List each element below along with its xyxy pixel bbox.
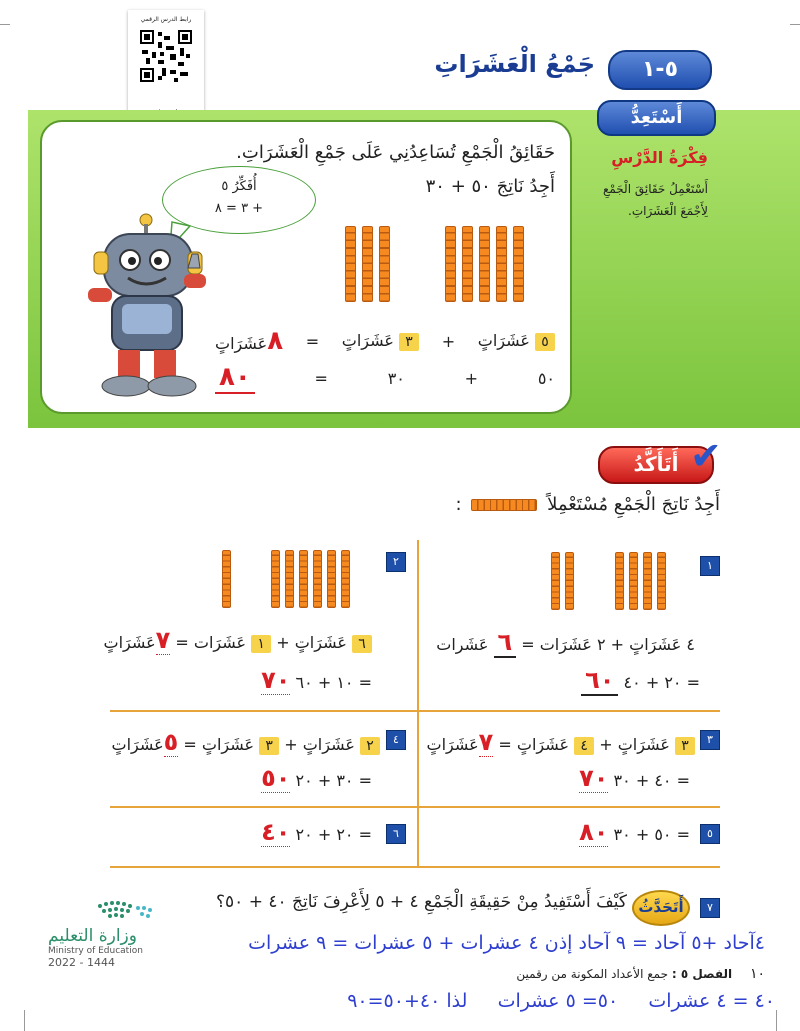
question-number-7: ٧ <box>700 898 720 918</box>
crop-mark <box>776 1010 777 1031</box>
tens-rod <box>271 550 280 608</box>
lesson-idea-text: أَسْتَعْمِلُ حَقَائِقَ الْجَمْعِ لِأَجْمَعَ الْعَشَرَاتِ. <box>602 182 708 218</box>
q2-sum-line: = ١٠ + ٦٠ ٧٠ <box>261 666 372 694</box>
tens-rod <box>341 550 350 608</box>
tens-rod <box>551 552 560 610</box>
robot-mascot-icon <box>88 212 216 398</box>
tens-rod <box>327 550 336 608</box>
tens-rod <box>222 550 231 608</box>
qr-card[interactable] <box>128 10 204 122</box>
tens-rod <box>565 552 574 610</box>
tens-rod <box>345 226 356 302</box>
tens-rod-icon <box>471 499 537 511</box>
tens-rod <box>513 226 524 302</box>
check-tab: أَتَأَكَّدُ <box>598 446 714 484</box>
tens-blocks-60 <box>271 550 350 608</box>
ministry-logo: وزارة التعليم Ministry of Education 2022 - 1444 <box>48 926 143 969</box>
tens-rod <box>643 552 652 610</box>
tens-rod <box>313 550 322 608</box>
grid-divider <box>110 806 720 808</box>
page-footer <box>380 966 765 982</box>
tens-rod <box>479 226 490 302</box>
q1-tens-line: ٤ عَشَرَاتٍ + ٢ عَشَرَات = ٦ عَشَرات <box>436 628 695 656</box>
tens-rod <box>285 550 294 608</box>
ministry-logo-icon <box>96 896 168 930</box>
chapter-label: الفصل ٥ : <box>671 967 733 981</box>
question-number-3: ٣ <box>700 730 720 750</box>
question-number-4: ٤ <box>386 730 406 750</box>
tens-blocks-50 <box>445 226 524 302</box>
chapter-title: جمع الأعداد المكونة من رقمين <box>516 967 669 981</box>
lesson-number-badge: ٥-١ <box>608 50 712 90</box>
crop-mark <box>0 24 10 25</box>
tens-rod <box>657 552 666 610</box>
q4-tens-line: ٢ عَشَرَاتٍ + ٣ عَشَرَاتٍ = ٥عَشَرَاتٍ <box>100 728 380 756</box>
q2-tens-line: ٦ عَشَرَاتٍ + ١ عَشَرَات = ٧عَشَرَاتٍ <box>100 626 372 654</box>
q5-sum-line: = ٥٠ + ٣٠ ٨٠ <box>579 818 690 846</box>
check-instruction: أَجِدُ نَاتِجَ الْجَمْعِ مُسْتَعْمِلاً : <box>455 494 720 515</box>
grid-divider <box>110 866 720 868</box>
find-sum-text: أَجِدُ نَاتِجَ ٥٠ + ٣٠ <box>425 176 555 197</box>
talk-question: كَيْفَ أَسْتَفِيدُ مِنْ حَقِيقَةِ الْجَمْعِ ٤ + ٥ لِأَعْرِفَ نَاتِجَ ٤٠ + ٥٠؟ <box>216 892 627 912</box>
tens-equation-row: ٥ عَشَرَاتٍ + ٣ عَشَرَاتٍ = ٨عَشَرَاتٍ <box>215 326 555 356</box>
checkmark-icon: ✔ <box>690 434 722 478</box>
tens-blocks-20 <box>551 552 574 610</box>
ready-tab: أَسْتَعِدُّ <box>597 100 716 136</box>
tens-rod <box>496 226 507 302</box>
tens-rod <box>362 226 373 302</box>
crop-mark <box>790 24 800 25</box>
sum-equation-row: ٥٠ + ٣٠ = ٨٠ <box>215 362 555 394</box>
grid-divider <box>417 540 419 866</box>
handwritten-answer-1: ٤آحاد +٥ آحاد = ٩ آحاد إذن ٤ عشرات + ٥ عشرات = ٩ عشرات <box>248 932 765 954</box>
tens-rod <box>379 226 390 302</box>
grid-divider <box>110 710 720 712</box>
tens-rod <box>299 550 308 608</box>
crop-mark <box>24 1010 25 1031</box>
qr-code-icon <box>140 30 192 82</box>
lesson-title: جَمْعُ الْعَشَرَاتِ <box>434 50 595 78</box>
qr-label: رابط الدرس الرقمي <box>140 16 192 23</box>
q1-sum-line: = ٢٠ + ٤٠ ٦٠ <box>540 666 700 694</box>
question-number-5: ٥ <box>700 824 720 844</box>
q3-tens-line: ٣ عَشَرَاتٍ + ٤ عَشَرَاتٍ = ٧عَشَرَاتٍ <box>420 728 695 756</box>
q3-sum-line: = ٤٠ + ٣٠ ٧٠ <box>579 764 690 792</box>
tens-rod <box>462 226 473 302</box>
question-number-1: ١ <box>700 556 720 576</box>
tens-blocks-30 <box>345 226 390 302</box>
handwritten-answer-2: ٤٠ = ٤ عشرات ٥٠= ٥ عشرات لذا ٤٠+٥٠=٩٠ <box>347 990 775 1012</box>
lesson-idea-title: فِكْرَةُ الدَّرْسِ <box>611 148 708 167</box>
tens-blocks-40 <box>615 552 666 610</box>
thought-bubble: أُفَكِّرُ ٥ + ٣ = ٨ <box>162 166 316 234</box>
page-number: ١٠ <box>749 966 765 982</box>
tens-rod <box>629 552 638 610</box>
talk-badge: أَتَحَدَّثُ <box>632 890 690 926</box>
tens-rod <box>615 552 624 610</box>
question-number-6: ٦ <box>386 824 406 844</box>
question-number-2: ٢ <box>386 552 406 572</box>
q6-sum-line: = ٢٠ + ٢٠ ٤٠ <box>261 818 372 846</box>
tens-blocks-10 <box>222 550 231 608</box>
q4-sum-line: = ٣٠ + ٢٠ ٥٠ <box>261 764 372 792</box>
addition-fact-text: حَقَائِقُ الْجَمْعِ تُسَاعِدُنِي عَلَى جَمْعِ الْعَشَرَاتِ. <box>236 142 555 163</box>
tens-rod <box>445 226 456 302</box>
